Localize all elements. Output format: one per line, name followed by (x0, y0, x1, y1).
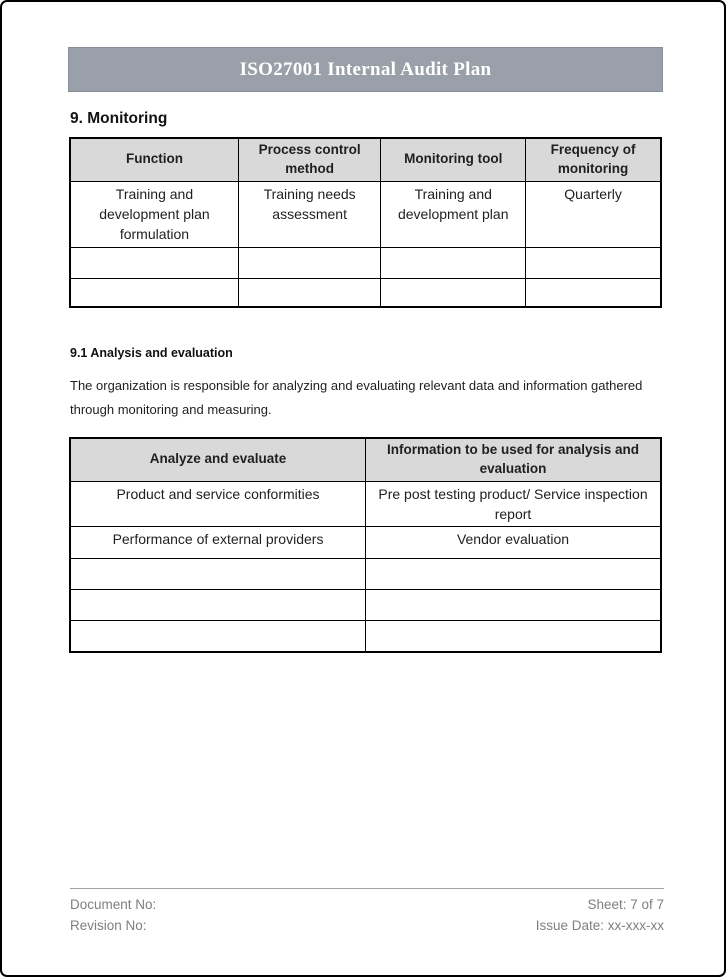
section-heading-analysis-evaluation: 9.1 Analysis and evaluation (70, 346, 233, 360)
table-cell: Vendor evaluation (366, 527, 662, 559)
table-cell (70, 621, 366, 652)
table-cell (381, 247, 526, 278)
table-cell (238, 278, 380, 307)
table-row (70, 481, 661, 527)
page-footer (70, 888, 664, 936)
table-row (70, 247, 661, 278)
column-header: Function (70, 138, 238, 181)
sheet-number: Sheet: 7 of 7 (587, 897, 664, 912)
table-cell (70, 559, 366, 590)
column-header: Frequency of monitoring (526, 138, 661, 181)
document-title: ISO27001 Internal Audit Plan (239, 58, 492, 80)
footer-row-1 (70, 894, 664, 915)
header-row (70, 438, 661, 481)
table-cell: Product and service conformities (70, 481, 366, 527)
table-cell (381, 278, 526, 307)
table-cell: Training and development plan (381, 181, 526, 247)
column-header: Monitoring tool (381, 138, 526, 181)
table-cell (366, 559, 662, 590)
table-cell: Performance of external providers (70, 527, 366, 559)
column-header: Analyze and evaluate (70, 438, 366, 481)
table-cell (526, 247, 661, 278)
table-cell (70, 590, 366, 621)
table-cell: Pre post testing product/ Service inspection report (366, 481, 662, 527)
table-row (70, 590, 661, 621)
table-cell: Training needs assessment (238, 181, 380, 247)
table-cell: Quarterly (526, 181, 661, 247)
table-cell (238, 247, 380, 278)
footer-row-2 (70, 915, 664, 936)
issue-date: Issue Date: xx-xxx-xx (535, 918, 664, 933)
section-heading-monitoring: 9. Monitoring (70, 110, 168, 127)
column-header: Process control method (238, 138, 380, 181)
table-row (70, 181, 661, 247)
title-banner (68, 47, 663, 92)
analysis-body-text: The organization is responsible for analyzing and evaluating relevant data and information gathered through monitoring and measuring. (70, 378, 643, 417)
table-cell (366, 621, 662, 652)
document-no-label: Document No: (70, 897, 157, 912)
table-cell (366, 590, 662, 621)
header-row (70, 138, 661, 181)
table-cell: Training and development plan formulation (70, 181, 238, 247)
table-row (70, 527, 661, 559)
monitoring-table (69, 137, 662, 308)
table-row (70, 621, 661, 652)
table-cell (526, 278, 661, 307)
analysis-evaluation-table (69, 437, 662, 653)
table-row (70, 278, 661, 307)
revision-no-label: Revision No: (70, 918, 147, 933)
column-header: Information to be used for analysis and evaluation (366, 438, 662, 481)
table-row (70, 559, 661, 590)
table-cell (70, 247, 238, 278)
table-cell (70, 278, 238, 307)
